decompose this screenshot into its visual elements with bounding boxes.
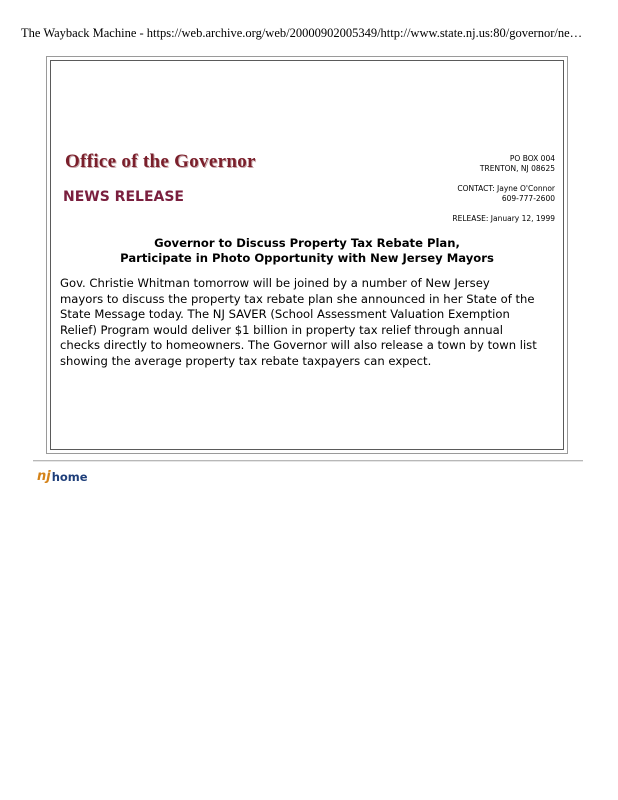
news-release-label: NEWS RELEASE — [63, 189, 184, 205]
office-title: Office of the Governor — [65, 151, 256, 172]
body-line: mayors to discuss the property tax rebate plan she announced in her State of the — [60, 291, 535, 306]
body-line: Relief) Program would deliver $1 billion in property tax relief through annual — [60, 322, 503, 337]
headline-line-1: Governor to Discuss Property Tax Rebate Plan, — [154, 236, 460, 250]
contact-block — [395, 154, 555, 224]
release-date: RELEASE: January 12, 1999 — [452, 214, 555, 223]
print-header: The Wayback Machine - https://web.archive.org/web/20000902005349/http://www.state.nj.us:80/governor/ne… — [21, 26, 583, 40]
nj-home-link[interactable] — [37, 466, 88, 484]
footer-divider — [33, 460, 583, 462]
release-frame — [46, 56, 568, 454]
body-line: Gov. Christie Whitman tomorrow will be joined by a number of New Jersey — [60, 276, 490, 290]
body-line: checks directly to homeowners. The Governor will also release a town by town list — [60, 338, 537, 353]
contact-phone: 609-777-2600 — [501, 194, 555, 203]
nj-logo: nj — [37, 469, 51, 484]
po-box: PO BOX 004 — [509, 154, 555, 163]
home-label: home — [51, 470, 88, 484]
body-line: showing the average property tax rebate taxpayers can expect. — [60, 353, 432, 368]
headline-line-2: Participate in Photo Opportunity with New Jersey Mayors — [120, 251, 494, 265]
contact-name: CONTACT: Jayne O'Connor — [457, 184, 555, 193]
release-frame-inner — [50, 60, 564, 450]
city-line: TRENTON, NJ 08625 — [479, 164, 555, 173]
body-text — [60, 276, 565, 370]
body-line: State Message today. The NJ SAVER (School Assessment Valuation Exemption — [60, 307, 510, 322]
headline — [51, 236, 563, 266]
